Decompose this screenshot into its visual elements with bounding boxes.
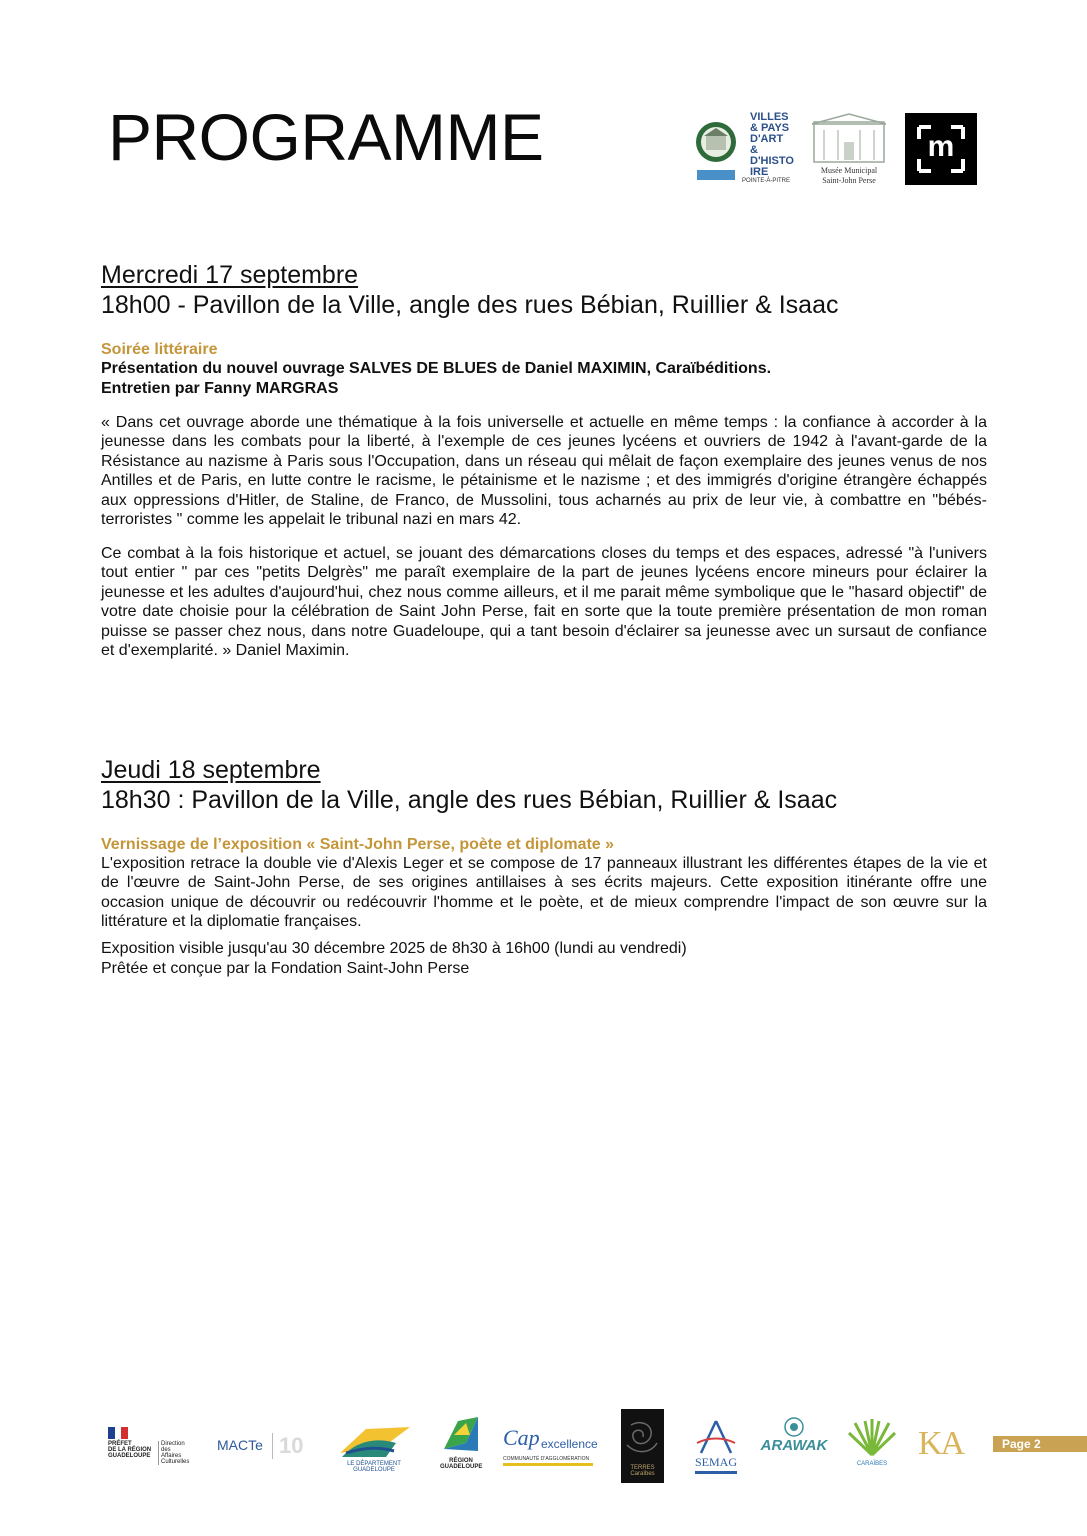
region-logo (440, 1415, 483, 1470)
macte-logo (217, 1433, 317, 1463)
caraibes-text: CARAÏBES (856, 1461, 888, 1467)
semag-bar (695, 1471, 737, 1474)
arawak-text: ARAWAK (760, 1437, 828, 1454)
event-date: Mercredi 17 septembre (101, 261, 359, 289)
partner-logos (0, 1405, 1087, 1495)
macte-text: MACTe (217, 1437, 263, 1453)
event-paragraph: « Dans cet ouvrage aborde une thématique à la fois universelle et actuelle en même temps : la confiance à accorder à la jeunesse dans les combats pour la liberté, à l'exemple de ces jeunes lycéens et ouvriers de 1942 à l'avant-garde de la Résistance au nazisme à Paris sous l'Occupation, dans un réseau qui mêlait de façon exemplaire des jeunes venus de nos Antilles et de Paris, en lutte contre le racisme, le pétainisme et le nazisme ; et des immigrés d'origine étrangère échappés aux oppressions d'Hitler, de Staline, de Franco, de Mussolini, tous acharnés au prix de leur vie, à combattre en "bébés-terroristes " comme les appelait le tribunal nazi en mars 42. (101, 414, 987, 529)
terres-caraibes-logo (621, 1409, 664, 1483)
departement-text: LE DÉPARTEMENT GUADELOUPE (347, 1461, 401, 1473)
prefet-side: Culturelles (161, 1459, 190, 1465)
event-time-place: 18h30 : Pavillon de la Ville, angle des rues Bébian, Ruillier & Isaac (101, 786, 838, 814)
villes-pays-art-histoire-logo (694, 112, 792, 186)
musee-line: Musée Municipal (820, 166, 878, 175)
memorial-m-logo (905, 113, 977, 185)
villes-line: & PAYS (750, 122, 790, 134)
event-paragraph: Ce combat à la fois historique et actuel, se jouant des démarcations closes du temps et des espaces, adressé "à l'univers tout entier " par ces "petits Delgrès" me paraît exemplaire de la part de jeunes lycéens encore mineurs pour éclairer la jeunesse et les adultes d'aujourd'hui, chez nous comme ailleurs, et il me parait même symbolique que le "hasard objectif" de votre date choisie pour la célébration de Saint John Perse, fait en sorte que la toute première présentation de mon roman puisse se passer chez nous, dans notre Guadeloupe, qui a tant besoin d'éclairer sa jeunesse avec un sursaut de confiance et d'exemplarité. » Daniel Maximin. (101, 545, 987, 660)
cap-underline (503, 1463, 593, 1466)
event-description: L'exposition retrace la double vie d'Alexis Leger et se compose de 17 panneaux illustrant les différentes étapes de la vie et de l'œuvre de Saint-John Perse, de ses origines antillaises à ses écrits majeurs. Cette exposition itinérante offre une occasion unique de découvrir ou redécouvrir l'homme et le poète, et de mieux comprendre l'impact de son œuvre sur la littérature et la diplomatie françaises. (101, 855, 987, 931)
villes-line: IRE (750, 166, 769, 178)
cap-excellence-logo (503, 1425, 598, 1465)
cap-script: Cap (503, 1425, 540, 1450)
ka-logo (918, 1425, 978, 1465)
m-letter: m (927, 130, 955, 163)
event-headline: Entretien par Fanny MARGRAS (101, 380, 339, 397)
macte-years: 10 (279, 1433, 304, 1458)
caraibes-logo (845, 1417, 899, 1473)
page-title: PROGRAMME (108, 100, 544, 174)
event-info: Prêtée et conçue par la Fondation Saint-John Perse (101, 960, 470, 977)
semag-logo (693, 1419, 739, 1477)
macte-divider (272, 1433, 273, 1459)
prefet-line: PRÉFET (108, 1441, 132, 1447)
prefet-line: DE LA RÉGION (108, 1447, 152, 1453)
musee-line: Saint-John Perse (822, 176, 876, 185)
terres-line: Caraïbes (630, 1471, 655, 1477)
event-time-place: 18h00 - Pavillon de la Ville, angle des rues Bébian, Ruillier & Isaac (101, 291, 839, 319)
event-info: Exposition visible jusqu'au 30 décembre 2025 de 8h30 à 16h00 (lundi au vendredi) (101, 940, 687, 957)
prefet-logo (108, 1427, 192, 1467)
arawak-logo (760, 1417, 828, 1469)
villes-line: D'HISTO (750, 155, 794, 167)
semag-text: SEMAG (694, 1455, 737, 1469)
event-category: Vernissage de l’exposition « Saint-John Perse, poète et diplomate » (101, 836, 615, 853)
prefet-line: GUADELOUPE (108, 1453, 151, 1459)
page-number: Page 2 (993, 1436, 1087, 1452)
prefet-side: Affaires (161, 1453, 182, 1459)
terres-line: TERRES (630, 1465, 655, 1471)
villes-caption: POINTE-À-PITRE (742, 178, 791, 184)
villes-line: VILLES (750, 111, 789, 123)
villes-line: D'ART & (750, 133, 784, 156)
event-date: Jeudi 18 septembre (101, 756, 321, 784)
departement-logo (336, 1423, 412, 1473)
musee-saint-john-perse-logo (808, 112, 890, 186)
event-headline: Présentation du nouvel ouvrage SALVES DE BLUES de Daniel MAXIMIN, Caraïbéditions. (101, 360, 772, 377)
cap-word: excellence (541, 1437, 598, 1451)
cap-sub: COMMUNAUTÉ D'AGGLOMÉRATION (503, 1456, 590, 1462)
prefet-side: Direction des (161, 1441, 185, 1453)
event-category: Soirée littéraire (101, 341, 218, 358)
ka-text: KA (918, 1425, 964, 1462)
region-text: RÉGION GUADELOUPE (440, 1458, 483, 1470)
